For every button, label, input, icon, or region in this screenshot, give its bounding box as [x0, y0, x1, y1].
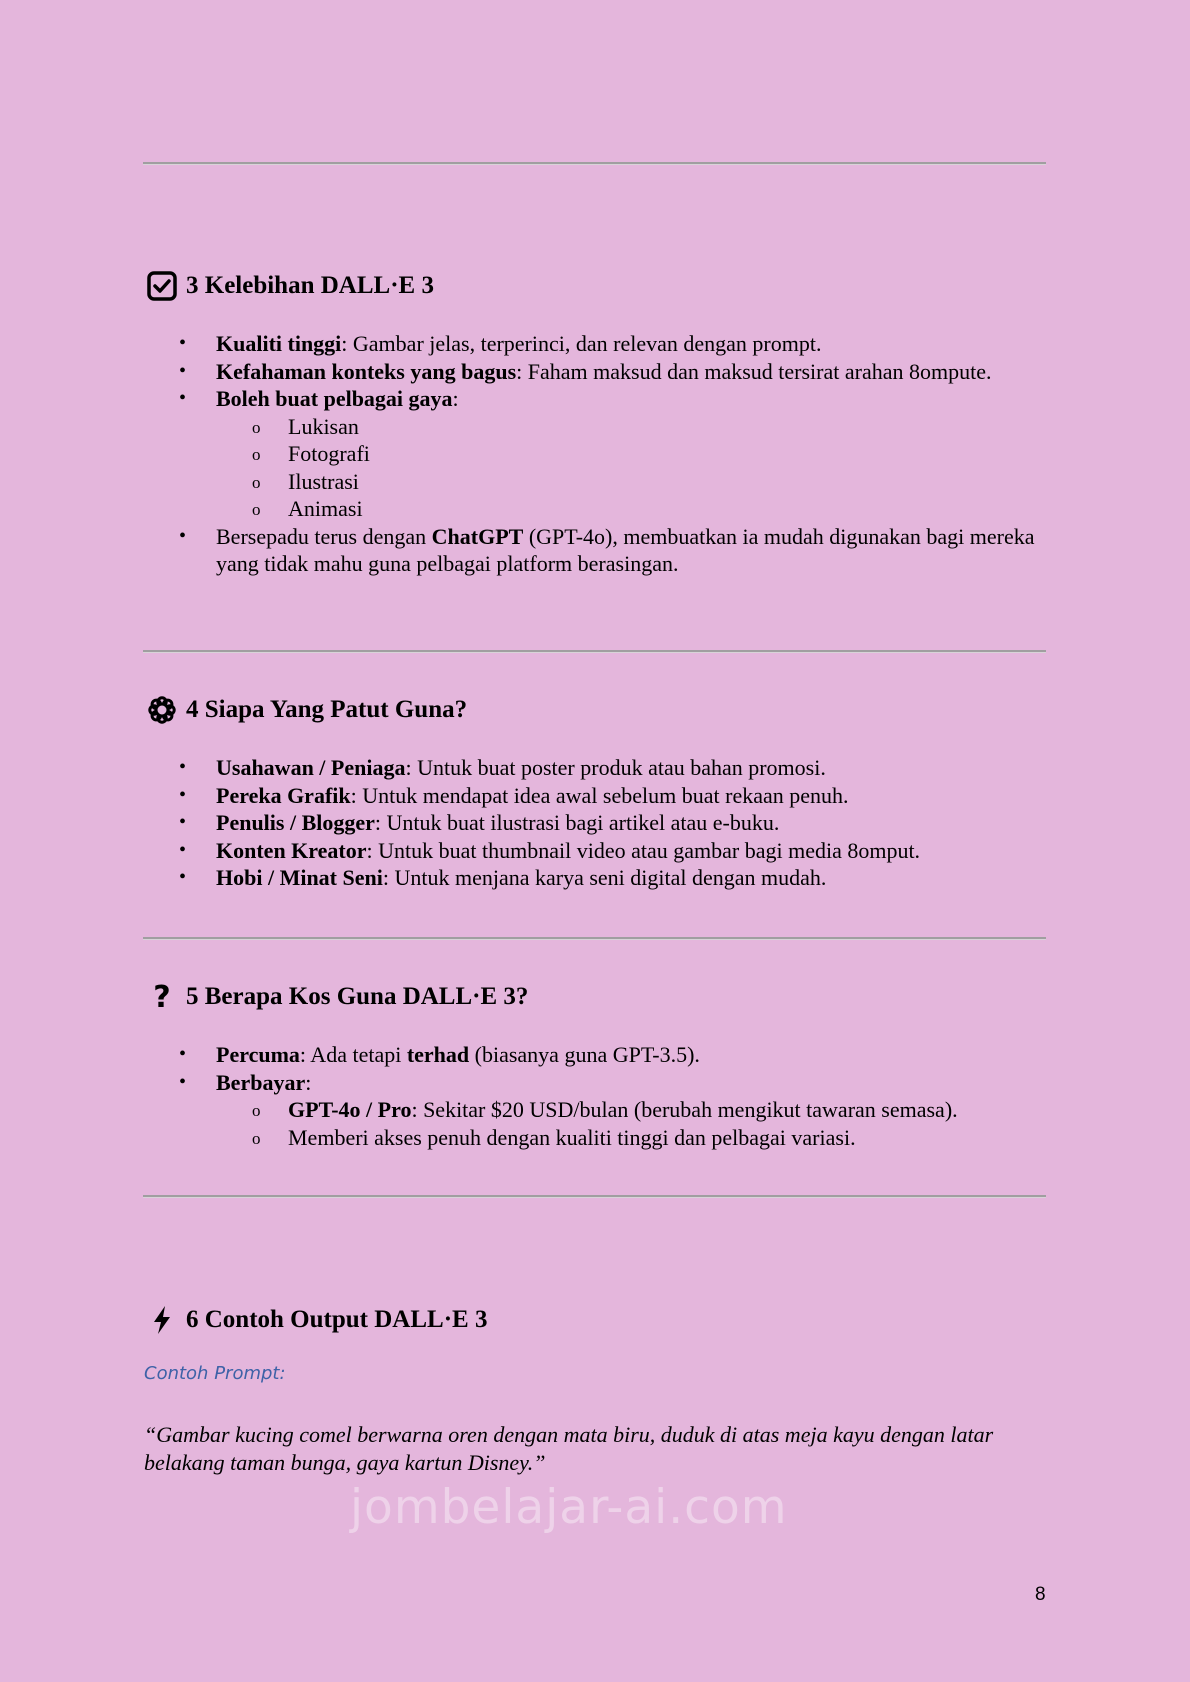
sub-list-item: o Animasi: [0, 495, 1190, 523]
list-item: • Penulis / Blogger: Untuk buat ilustrasi bagi artikel atau e-buku.: [0, 809, 1190, 837]
divider: [143, 937, 1046, 940]
page-number: 8: [1035, 1584, 1046, 1605]
section-heading: 4 Siapa Yang Patut Guna?: [146, 692, 467, 728]
user-list: [0, 754, 1190, 892]
section-heading: 6 Contoh Output DALL·E 3: [146, 1302, 487, 1338]
list-item: • Hobi / Minat Seni: Untuk menjana karya seni digital dengan mudah.: [0, 864, 1190, 892]
prompt-quote: “Gambar kucing comel berwarna oren dengan mata biru, duduk di atas meja kayu dengan latar belakang taman bunga, gaya kartun Disney.”: [144, 1422, 994, 1475]
divider: [143, 1195, 1046, 1198]
list-item: • Konten Kreator: Untuk buat thumbnail video atau gambar bagi media 8omput.: [0, 837, 1190, 865]
list-item: • Usahawan / Peniaga: Untuk buat poster produk atau bahan promosi.: [0, 754, 1190, 782]
checkbox-icon: [146, 270, 178, 302]
question-icon: ?: [153, 979, 171, 1015]
list-item: • Kualiti tinggi: Gambar jelas, terperinci, dan relevan dengan prompt.: [0, 330, 1190, 358]
sub-list-item: o Fotografi: [0, 440, 1190, 468]
list-item: • Pereka Grafik: Untuk mendapat idea awal sebelum buat rekaan penuh.: [0, 782, 1190, 810]
sub-list-item: o Ilustrasi: [0, 468, 1190, 496]
divider: [143, 650, 1046, 653]
sub-list-item: o Memberi akses penuh dengan kualiti tinggi dan pelbagai variasi.: [0, 1124, 1190, 1152]
sub-list-item: o GPT-4o / Pro: Sekitar $20 USD/bulan (berubah mengikut tawaran semasa).: [0, 1096, 1190, 1124]
prompt-label: Contoh Prompt:: [144, 1363, 286, 1384]
pricing-list: [0, 1041, 1190, 1151]
gear-icon: [146, 694, 178, 726]
watermark: jombelajar-ai.com: [350, 1480, 788, 1535]
list-item: • Boleh buat pelbagai gaya:: [0, 385, 1190, 413]
list-item: • Percuma: Ada tetapi terhad (biasanya guna GPT-3.5).: [0, 1041, 1190, 1069]
section-heading: 3 Kelebihan DALL·E 3: [146, 268, 434, 304]
list-item: • Kefahaman konteks yang bagus: Faham maksud dan maksud tersirat arahan 8ompute.: [0, 358, 1190, 386]
feature-list: [0, 330, 1190, 578]
divider: [143, 162, 1046, 165]
sub-list-item: o Lukisan: [0, 413, 1190, 441]
list-item: • Berbayar:: [0, 1069, 1190, 1097]
section-heading: ? 5 Berapa Kos Guna DALL·E 3?: [146, 979, 528, 1015]
lightning-icon: [146, 1304, 178, 1336]
list-item: • Bersepadu terus dengan ChatGPT (GPT-4o), membuatkan ia mudah digunakan bagi mereka yang tidak mahu guna pelbagai platform berasingan.: [0, 523, 1190, 578]
